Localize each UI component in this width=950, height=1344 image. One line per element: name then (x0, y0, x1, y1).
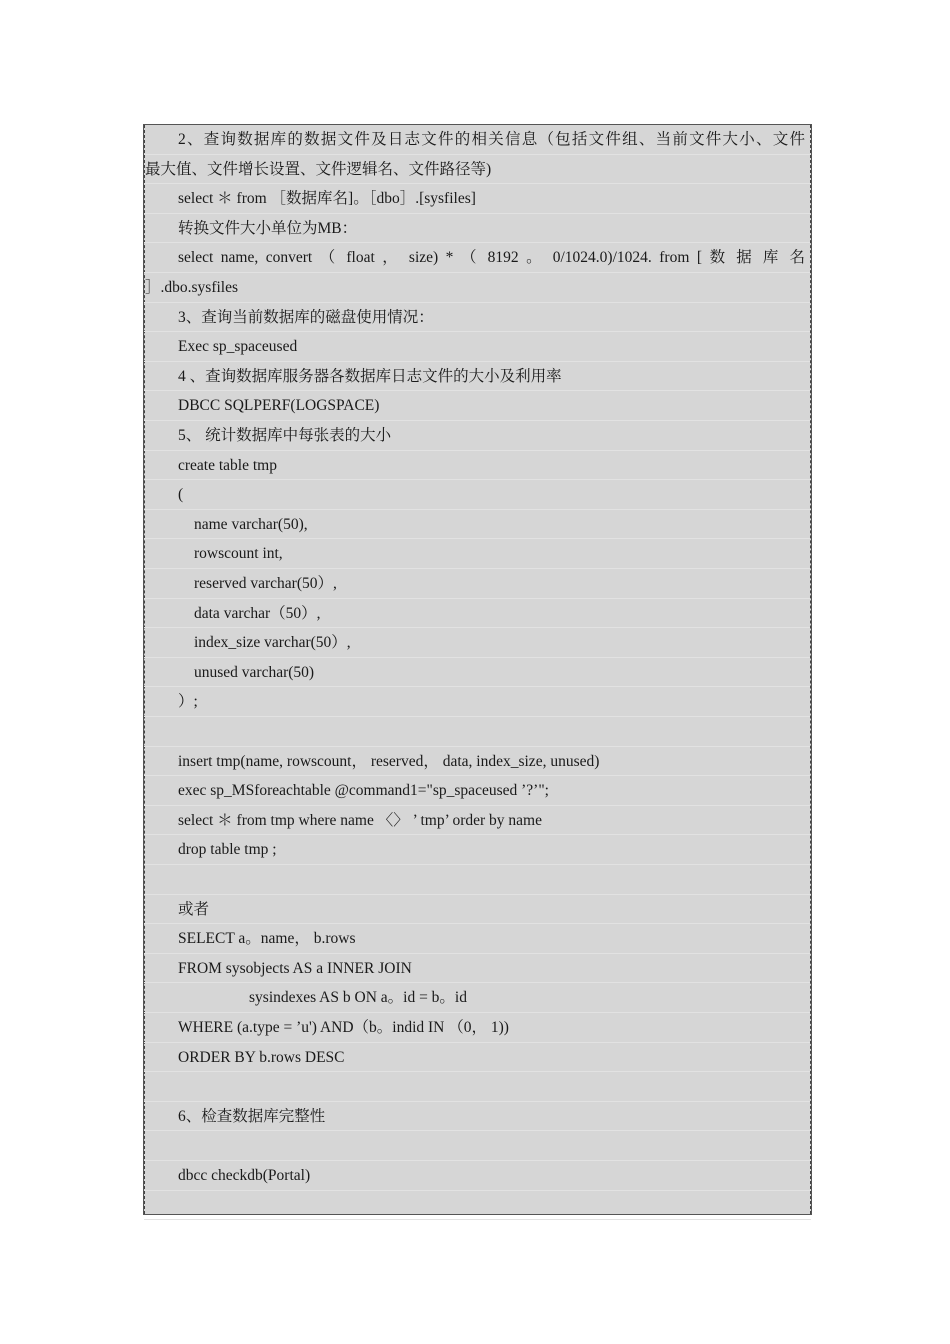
text-line-content: exec sp_MSforeachtable @command1="sp_spaceused ’?’"; (178, 782, 549, 800)
text-line-content: select ＊ from ［数据库名]。［dbo］.[sysfiles] (178, 190, 476, 208)
text-line (144, 628, 811, 658)
text-line (144, 1072, 811, 1102)
text-line-content: unused varchar(50) (194, 663, 315, 681)
text-line-content: sysindexes AS b ON a。id = b。id (249, 989, 467, 1007)
text-line-content: 或者 (178, 900, 210, 918)
text-line-content: ］.dbo.sysfiles (145, 279, 239, 296)
text-line (144, 1013, 811, 1043)
text-line (144, 1161, 811, 1191)
text-line (144, 243, 811, 273)
text-line (144, 125, 811, 155)
text-line (144, 362, 811, 392)
text-line-content: 最大值、文件增长设置、文件逻辑名、文件路径等) (145, 160, 492, 178)
text-line (144, 747, 811, 777)
text-line-content: index_size varchar(50）, (194, 634, 351, 652)
text-line (144, 924, 811, 954)
text-line-content: insert tmp(name, rowscount， reserved， data, index_size, unused) (178, 752, 600, 770)
text-line-content: data varchar（50）, (194, 604, 321, 622)
text-line (144, 184, 811, 214)
text-line (144, 835, 811, 865)
text-line (144, 273, 811, 303)
text-line (144, 776, 811, 806)
text-line-content: WHERE (a.type = ’u') AND（b。indid IN （0， 1)) (178, 1019, 509, 1036)
text-line (144, 865, 811, 895)
text-line (144, 451, 811, 481)
text-line-content: ）; (178, 693, 198, 711)
text-line (144, 658, 811, 688)
text-line-content: ORDER BY b.rows DESC (178, 1048, 345, 1066)
text-line-content: 转换文件大小单位为MB： (178, 219, 358, 237)
text-line-content: 5、 统计数据库中每张表的大小 (178, 427, 392, 444)
text-line (144, 539, 811, 569)
text-line (144, 155, 811, 185)
text-line (144, 717, 811, 747)
text-line (144, 806, 811, 836)
text-line (144, 214, 811, 244)
text-line (144, 480, 811, 510)
text-line-content: FROM sysobjects AS a INNER JOIN (178, 959, 412, 977)
text-line-content: 3、查询当前数据库的磁盘使用情况： (178, 308, 434, 326)
text-line (144, 303, 811, 333)
text-line (144, 569, 811, 599)
text-line-content: 2、查询数据库的数据文件及日志文件的相关信息（包括文件组、当前文件大小、文件 (178, 131, 805, 148)
text-line-content: rowscount int, (194, 545, 283, 563)
text-line-content: select ＊ from tmp where name 〈〉 ’ tmp’ order by name (178, 811, 542, 829)
text-line-content: name varchar(50), (194, 515, 308, 533)
text-line (144, 895, 811, 925)
text-line (144, 391, 811, 421)
text-line (144, 954, 811, 984)
text-line (144, 1102, 811, 1132)
text-line-content: SELECT a。name， b.rows (178, 930, 356, 948)
text-line-content: select name, convert （ float ， size) * （ 8192 。 0/1024.0)/1024. from [ 数 据 库 名 (178, 249, 805, 267)
text-line-content: drop table tmp ; (178, 841, 277, 859)
text-line-content: 4 、查询数据库服务器各数据库日志文件的大小及利用率 (178, 367, 562, 385)
text-line (144, 599, 811, 629)
text-line-content: ( (178, 486, 184, 504)
text-line-content: 6、检查数据库完整性 (178, 1107, 326, 1125)
text-line (144, 687, 811, 717)
text-line (144, 332, 811, 362)
text-line (144, 1131, 811, 1161)
text-line-content: reserved varchar(50）, (194, 575, 337, 592)
text-line-content: DBCC SQLPERF(LOGSPACE) (178, 397, 380, 415)
text-line-content: dbcc checkdb(Portal) (178, 1167, 311, 1184)
text-line-content: Exec sp_spaceused (178, 338, 298, 356)
text-line-content: create table tmp (178, 456, 277, 474)
text-line (144, 1043, 811, 1073)
text-line (144, 1191, 811, 1221)
document-text-box (143, 124, 812, 1215)
text-line (144, 510, 811, 540)
text-line (144, 983, 811, 1013)
text-line (144, 421, 811, 451)
